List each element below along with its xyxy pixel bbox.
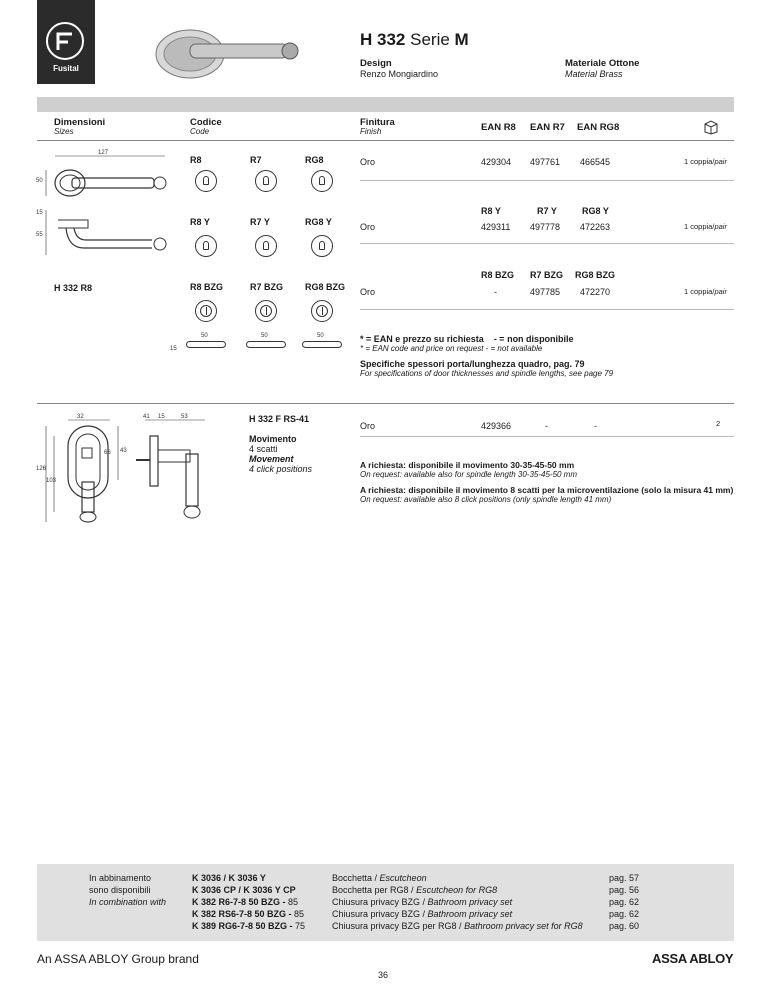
note-spec: Specifiche spessori porta/lunghezza quadro, pag. 79 [360,359,585,369]
row3-head-r8: R8 BZG [481,270,515,280]
window-code: H 332 F RS-41 [249,414,310,424]
combination-intro: In abbinamento sono disponibili In combination with [89,873,167,907]
combination-pages: pag. 57 pag. 56 pag. 62 pag. 62 pag. 60 [609,873,640,931]
rose-rg8bzg [311,300,333,322]
request-note-1: A richiesta: disponibile il movimento 30-35-45-50 mm [360,460,575,470]
window-finish: Oro [360,421,376,431]
rose-r8y [195,235,217,257]
col-dimensioni: Dimensioni [54,117,106,128]
window-movement-en: Movement [249,454,294,464]
rose-r8 [195,170,217,192]
note-ean-en: * = EAN code and price on request - = not available [360,344,543,353]
dim-15-window: 15 [158,414,165,420]
header-bar [37,97,734,112]
row2-ean-r7: 497778 [530,222,561,232]
assa-abloy-logo: ASSA ABLOY [652,951,734,966]
request-note-2-en: On request: available also 8 click positions (only spindle length 41 mm) [360,495,612,504]
note-ean: * = EAN e prezzo su richiesta - = non disponibile [360,334,574,344]
window-ean-rg8: - [594,421,597,431]
dim-pill-50b: 50 [261,333,268,339]
row2-head-rg8: RG8 Y [582,206,609,216]
col-ean-rg8: EAN RG8 [577,122,620,133]
window-handle-drawing [40,412,220,524]
rose-profile-r7 [246,341,286,348]
rose-profile-r8 [186,341,226,348]
combo-desc-1: Bocchetta / Escutcheon [332,873,427,883]
combo-code-4: K 382 RS6-7-8 50 BZG - 85 [192,909,305,919]
dim-15: 15 [36,210,43,216]
fusital-logo [37,0,95,84]
dim-41: 41 [143,414,150,420]
code-r8y: R8 Y [190,217,210,227]
rose-profile-rg8 [302,341,342,348]
dim-pill-15: 15 [170,346,177,352]
code-r7: R7 [250,155,262,165]
divider [360,436,734,437]
window-ean-r8: 429366 [481,421,512,431]
row2-ean-r8: 429311 [481,222,511,232]
combo-desc-5: Chiusura privacy BZG per RG8 / Bathroom privacy set for RG8 [332,921,583,931]
row2-head-r7: R7 Y [537,206,557,216]
code-r8: R8 [190,155,202,165]
rose-r7bzg [255,300,277,322]
combo-code-2: K 3036 CP / K 3036 Y CP [192,885,296,895]
footer-tagline: An ASSA ABLOY Group brand [37,952,199,966]
row1-ean-r8: 429304 [481,157,512,167]
rose-rg8 [311,170,333,192]
combo-desc-3: Chiusura privacy BZG / Bathroom privacy set [332,897,513,907]
dim-32: 32 [77,414,84,420]
combination-descriptions [332,872,583,932]
code-rg8: RG8 [305,155,324,165]
row1-finish: Oro [360,157,376,167]
material-en: Material Brass [565,69,623,79]
combination-box [37,864,734,941]
row3-qty: 1 coppia/pair [684,287,727,296]
dim-66: 66 [104,450,111,456]
rose-rg8y [311,235,333,257]
row3-head-rg8: RG8 BZG [575,270,616,280]
rose-r7y [255,235,277,257]
row1-ean-r7: 497761 [530,157,561,167]
col-finish: Finish [360,127,382,136]
divider [37,140,734,141]
row1-qty: 1 coppia/pair [684,157,727,166]
dim-53: 53 [181,414,188,420]
row3-head-r7: R7 BZG [530,270,564,280]
window-click-positions: 4 click positions [249,464,313,474]
combination-codes [192,872,305,932]
row1-ean-rg8: 466545 [580,157,611,167]
material-label: Materiale Ottone [565,58,640,69]
design-label: Design [360,58,392,69]
window-movimento: Movimento [249,434,297,444]
col-code: Code [190,127,210,136]
col-codice: Codice [190,117,222,128]
code-r7bzg: R7 BZG [250,282,284,292]
window-ean-r7: - [545,421,548,431]
fusital-emblem-icon [46,22,84,60]
divider [360,309,734,310]
code-rg8y: RG8 Y [305,217,332,227]
combo-code-5: K 389 RG6-7-8 50 BZG - 75 [192,921,306,931]
dim-pill-50c: 50 [317,333,324,339]
dim-43: 43 [120,448,127,454]
code-r7y: R7 Y [250,217,270,227]
row2-qty: 1 coppia/pair [684,222,727,231]
handle-drawing [40,150,180,260]
combo-desc-2: Bocchetta per RG8 / Escutcheon for RG8 [332,885,498,895]
row3-ean-r7: 497785 [530,287,561,297]
row2-head-r8: R8 Y [481,206,501,216]
row3-ean-r8: - [494,287,497,297]
product-label: H 332 R8 [54,283,93,293]
rose-r7 [255,170,277,192]
note-spec-en: For specifications of door thicknesses and spindle lengths, see page 79 [360,369,614,378]
request-note-2: A richiesta: disponibile il movimento 8 scatti per la microventilazione (solo la misura 41 mm) [360,485,734,495]
row3-ean-rg8: 472270 [580,287,611,297]
dim-50: 50 [36,178,43,184]
col-sizes: Sizes [54,127,74,136]
col-finitura: Finitura [360,117,395,128]
dim-55: 55 [36,232,43,238]
window-qty: 2 [716,419,721,428]
page-number: 36 [378,970,389,980]
row3-finish: Oro [360,287,376,297]
row2-finish: Oro [360,222,376,232]
col-ean-r7: EAN R7 [530,122,565,133]
dim-pill-50a: 50 [201,333,208,339]
code-rg8bzg: RG8 BZG [305,282,346,292]
window-scatti: 4 scatti [249,444,278,454]
dim-127: 127 [98,150,109,156]
logo-text: Fusital [53,64,79,73]
product-photo [150,22,300,82]
request-note-1-en: On request: available also for spindle length 30-35-45-50 mm [360,470,578,479]
dim-126: 126 [36,466,47,472]
divider [37,403,734,404]
combo-desc-4: Chiusura privacy BZG / Bathroom privacy set [332,909,513,919]
divider [360,180,734,181]
code-r8bzg: R8 BZG [190,282,224,292]
combo-code-3: K 382 R6-7-8 50 BZG - 85 [192,897,299,907]
combo-code-1: K 3036 / K 3036 Y [192,873,266,883]
dim-103: 103 [46,478,57,484]
col-ean-r8: EAN R8 [481,122,516,133]
row2-ean-rg8: 472263 [580,222,611,232]
package-icon [703,119,719,137]
rose-r8bzg [195,300,217,322]
page-title: H 332 Serie M [360,30,469,49]
designer-name: Renzo Mongiardino [360,69,439,79]
divider [360,243,734,244]
